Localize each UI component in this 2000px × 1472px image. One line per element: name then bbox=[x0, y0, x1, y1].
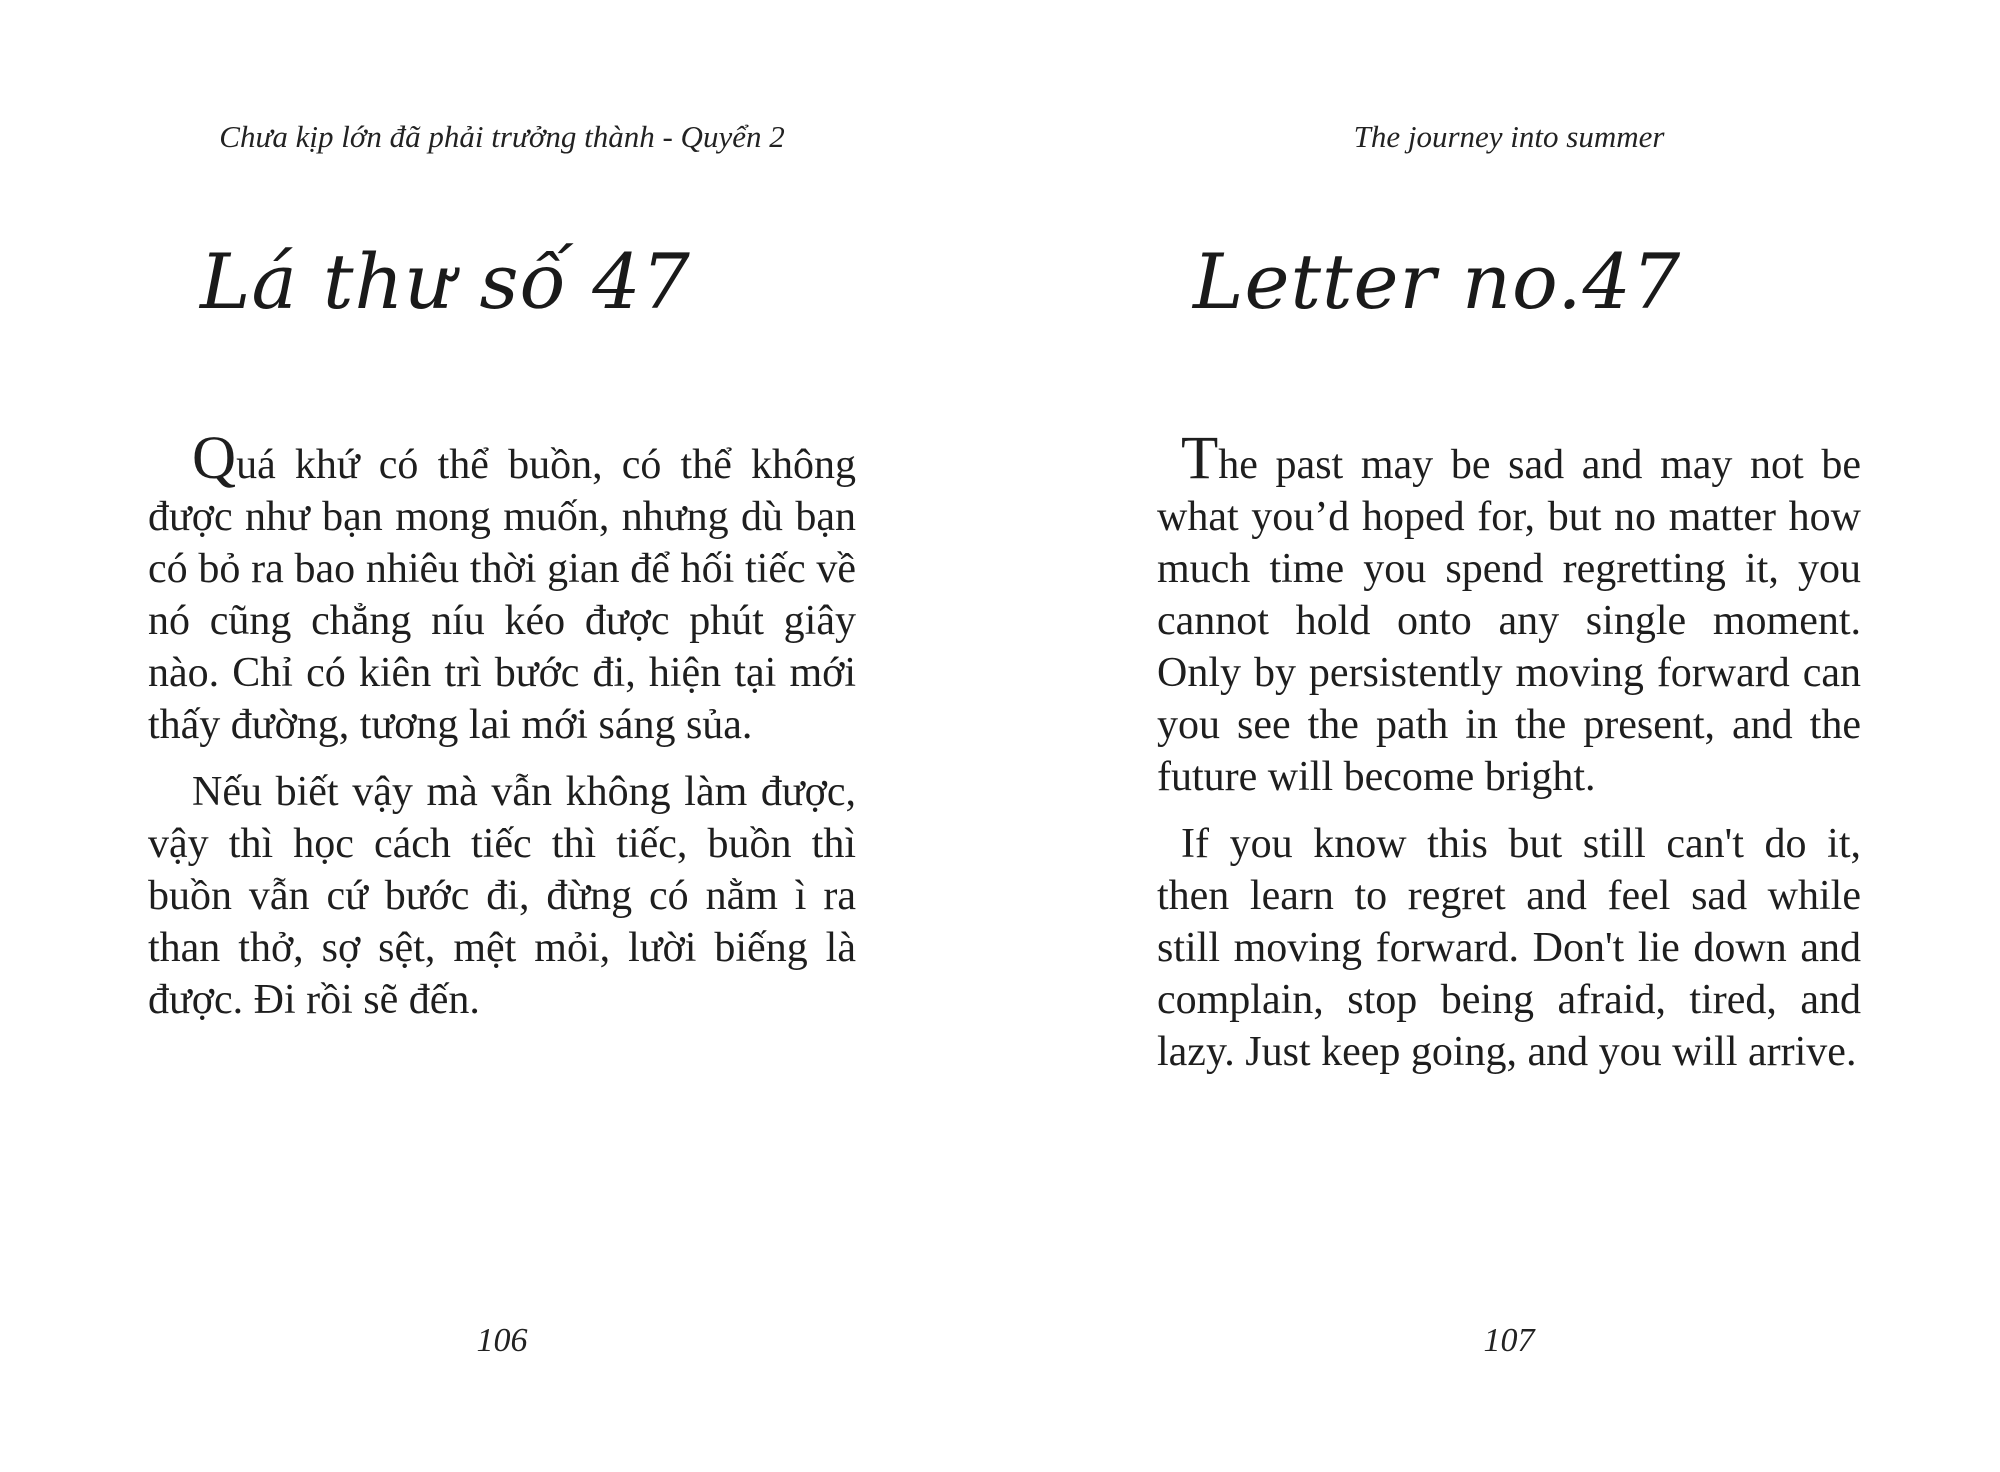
body-text-left bbox=[148, 425, 856, 1041]
paragraph-text: uá khứ có thể buồn, có thể không được như bạn mong muốn, nhưng dù bạn có bỏ ra bao nhiêu thời gian để hối tiếc về nó cũng chẳng níu kéo được phút giây nào. Chỉ có kiên trì bước đi, hiện tại mới thấy đường, tương lai mới sáng sủa. bbox=[148, 442, 856, 748]
raised-initial-letter: Q bbox=[192, 425, 237, 492]
paragraph: If you know this but still can't do it, then learn to regret and feel sad while still moving forward. Don't lie down and complain, stop being afraid, tired, and lazy. Just keep going, and you will arrive. bbox=[1157, 821, 1861, 1075]
page-right bbox=[1157, 0, 1861, 1472]
page-left bbox=[148, 0, 856, 1472]
paragraph-text: he past may be sad and may not be what you’d hoped for, but no matter how much time you spend regretting it, you cannot hold onto any single moment. Only by persistently moving forward can you see the path in the present, and the future will become bright. bbox=[1157, 442, 1861, 800]
letter-title-vietnamese: Lá thư số 47 bbox=[200, 237, 691, 326]
paragraph: Nếu biết vậy mà vẫn không làm được, vậy thì học cách tiếc thì tiếc, buồn thì buồn vẫn cứ bước đi, đừng có nằm ì ra than thở, sợ sệt, mệt mỏi, lười biếng là được. Đi rồi sẽ đến. bbox=[148, 769, 856, 1023]
raised-initial-letter: T bbox=[1181, 425, 1219, 492]
body-text-right bbox=[1157, 425, 1861, 1093]
page-number-right: 107 bbox=[1483, 1322, 1535, 1359]
running-header-left: Chưa kịp lớn đã phải trưởng thành - Quyển 2 bbox=[219, 119, 785, 154]
letter-title-english: Letter no.47 bbox=[1193, 237, 1682, 326]
running-header-right: The journey into summer bbox=[1353, 119, 1665, 154]
paragraph bbox=[1157, 425, 1861, 803]
page-number-left: 106 bbox=[476, 1322, 528, 1359]
paragraph bbox=[148, 425, 856, 751]
